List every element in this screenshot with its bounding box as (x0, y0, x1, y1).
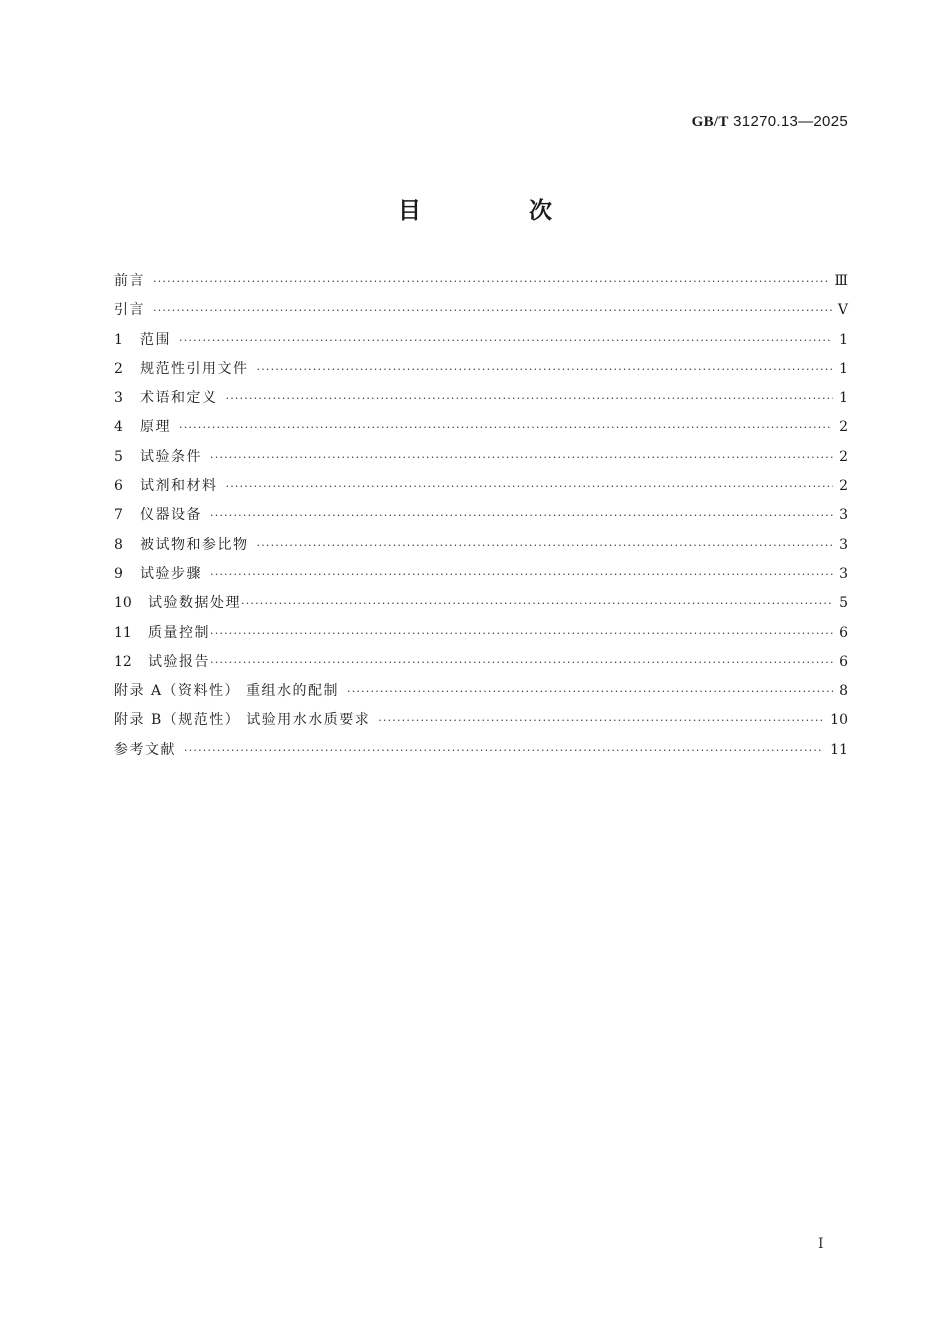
toc-entry-bibliography[interactable] (114, 739, 848, 768)
toc-entry-number: 4 (114, 419, 123, 436)
toc-entry-label: 附录 A（资料性） 重组水的配制 (114, 683, 340, 700)
toc-entry-label: 引言 (114, 302, 145, 319)
toc-entry-page: 2 (839, 478, 848, 495)
toc-leader-dots (241, 597, 833, 610)
table-of-contents (114, 270, 848, 768)
toc-entry-number: 6 (114, 478, 123, 495)
toc-leader-dots (257, 363, 834, 376)
toc-entry-label: 前言 (114, 273, 145, 289)
toc-entry-label: 术语和定义 (140, 390, 218, 407)
toc-entry-page: 10 (830, 712, 848, 729)
toc-entry-number: 10 (114, 595, 132, 612)
toc-leader-dots (226, 392, 834, 405)
toc-entry-page: 2 (839, 448, 848, 465)
toc-leader-dots (210, 509, 833, 522)
toc-entry-12[interactable] (114, 651, 848, 680)
toc-entry-label: 附录 B（规范性） 试验用水水质要求 (114, 712, 371, 729)
toc-entry-9[interactable] (114, 563, 848, 592)
toc-entry-label: 范围 (140, 331, 171, 348)
toc-entry-4[interactable] (114, 416, 848, 445)
toc-entry-foreword[interactable] (114, 270, 848, 299)
toc-entry-6[interactable] (114, 475, 848, 504)
toc-entry-label: 规范性引用文件 (140, 360, 249, 377)
toc-leader-dots (378, 714, 824, 727)
toc-leader-dots (184, 744, 824, 757)
toc-leader-dots (226, 480, 834, 493)
toc-entry-page: 2 (839, 419, 848, 436)
toc-entry-page: 1 (839, 390, 848, 407)
toc-entry-page: 6 (839, 624, 848, 641)
toc-entry-label: 试剂和材料 (140, 478, 218, 495)
toc-entry-number: 3 (114, 390, 123, 407)
toc-entry-label: 试验条件 (140, 448, 202, 465)
toc-leader-dots (179, 421, 833, 434)
toc-entry-label: 质量控制 (148, 624, 210, 641)
toc-entry-11[interactable] (114, 622, 848, 651)
document-code (692, 113, 848, 131)
toc-entry-page: 11 (830, 741, 848, 758)
toc-entry-page: 3 (839, 565, 848, 582)
toc-entry-page: 1 (839, 360, 848, 377)
toc-entry-label: 参考文献 (114, 741, 176, 758)
toc-entry-8[interactable] (114, 534, 848, 563)
document-code-number: 31270.13—2025 (733, 113, 848, 130)
toc-entry-page: 3 (839, 536, 848, 553)
toc-leader-dots (257, 539, 834, 552)
toc-entry-number: 2 (114, 360, 123, 377)
toc-entry-page: Ⅴ (837, 302, 848, 319)
toc-entry-label: 试验数据处理 (148, 595, 241, 612)
toc-entry-label: 试验步骤 (140, 565, 202, 582)
toc-leader-dots (179, 334, 833, 347)
document-code-prefix: GB/T (691, 114, 729, 130)
toc-entry-label: 试验报告 (148, 653, 210, 670)
toc-entry-number: 7 (114, 507, 123, 524)
toc-entry-number: 8 (114, 536, 123, 553)
toc-entry-3[interactable] (114, 387, 848, 416)
toc-entry-2[interactable] (114, 358, 848, 387)
toc-entry-page: 6 (839, 653, 848, 670)
toc-entry-introduction[interactable] (114, 299, 848, 328)
toc-entry-7[interactable] (114, 504, 848, 533)
toc-leader-dots (210, 568, 833, 581)
toc-entry-page: 5 (839, 595, 848, 612)
page-number: Ⅰ (818, 1236, 824, 1252)
toc-leader-dots (153, 275, 828, 288)
toc-leader-dots (153, 304, 832, 317)
toc-entry-number: 12 (114, 653, 132, 670)
toc-entry-page: 8 (839, 683, 848, 700)
toc-entry-number: 9 (114, 565, 123, 582)
toc-leader-dots (210, 451, 833, 464)
toc-leader-dots (347, 685, 833, 698)
toc-entry-number: 5 (114, 448, 123, 465)
toc-entry-page: Ⅲ (834, 273, 848, 289)
toc-entry-appendix-a[interactable] (114, 680, 848, 709)
toc-entry-label: 被试物和参比物 (140, 536, 249, 553)
toc-entry-appendix-b[interactable] (114, 709, 848, 738)
page-title: 目 次 (397, 198, 602, 224)
toc-entry-1[interactable] (114, 329, 848, 358)
toc-entry-label: 原理 (140, 419, 171, 436)
toc-entry-10[interactable] (114, 592, 848, 621)
toc-entry-label: 仪器设备 (140, 507, 202, 524)
toc-entry-page: 1 (839, 331, 848, 348)
toc-entry-page: 3 (839, 507, 848, 524)
toc-leader-dots (210, 656, 833, 669)
toc-entry-number: 11 (114, 624, 132, 641)
toc-entry-5[interactable] (114, 446, 848, 475)
toc-entry-number: 1 (114, 331, 123, 348)
toc-leader-dots (210, 627, 833, 640)
